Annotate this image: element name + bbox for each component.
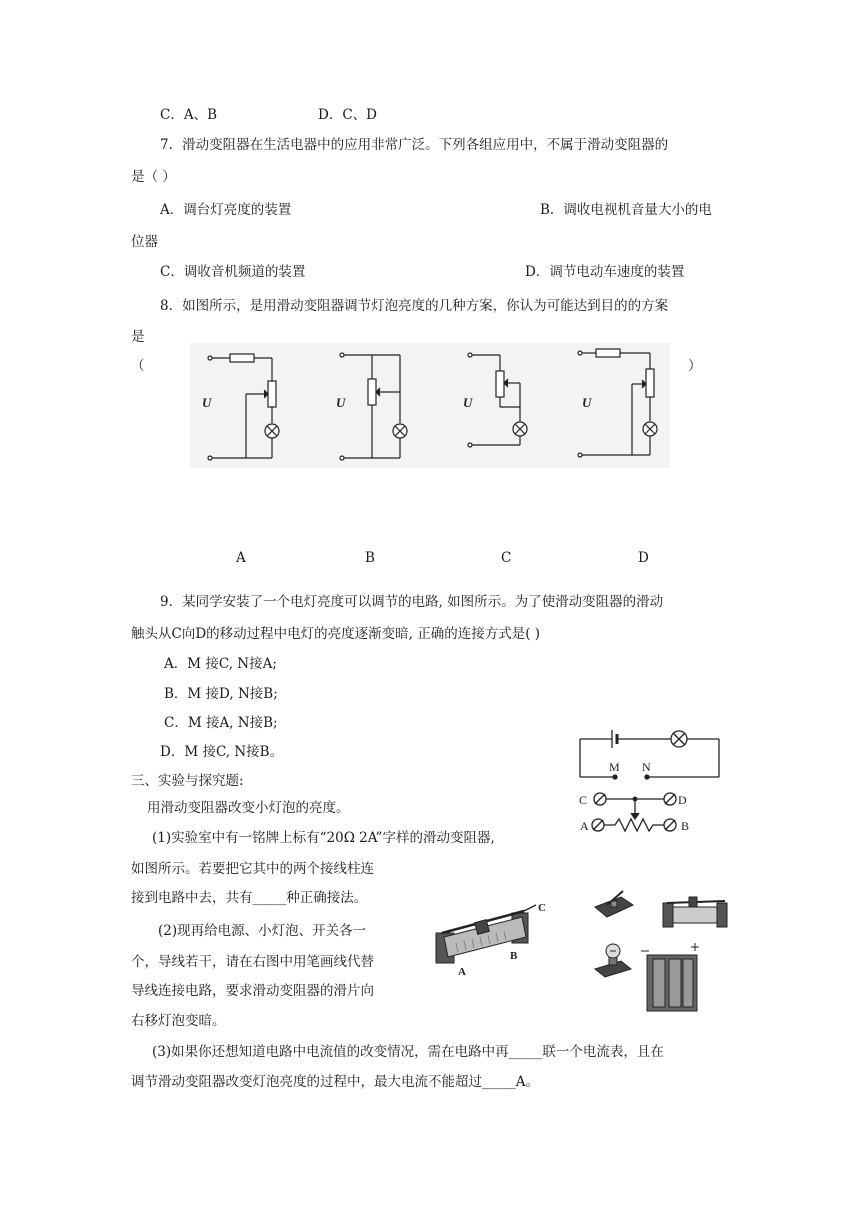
section3-p2-line3: 导线连接电路，要求滑动变阻器的滑片向 [131, 983, 374, 999]
q9-stem-line1: 9．某同学安装了一个电灯亮度可以调节的电路, 如图所示。为了使滑动变阻器的滑动 [160, 594, 664, 610]
q9-option-a: A．M 接C, N接A; [164, 656, 277, 672]
rheostat-label-c: C [538, 902, 546, 914]
q7-option-b-line1: B．调收电视机音量大小的电 [540, 202, 712, 218]
q7-stem-line2: 是（ ） [131, 169, 176, 185]
circuit-a-source-label: U [202, 395, 212, 410]
section3-p3-line1: (3)如果你还想知道电路中电流值的改变情况，需在电路中再_____联一个电流表，且在 [152, 1044, 664, 1060]
q9-option-c: C．M 接A, N接B; [164, 715, 278, 731]
section3-p3-line2: 调节滑动变阻器改变灯泡亮度的过程中，最大电流不能超过_____A。 [131, 1074, 539, 1090]
q8-stem-line2: 是 [131, 329, 145, 345]
circuit-d-source-label: U [582, 395, 592, 410]
q6-option-c: C．A、B [160, 107, 217, 123]
rheostat-label-a: A [458, 966, 466, 978]
bulb-component [595, 944, 631, 977]
q9-label-m: M [609, 760, 620, 774]
components-illustration [585, 885, 735, 1015]
section3-p1-line2: 如图所示。若要把它其中的两个接线柱连 [131, 861, 374, 877]
q9-label-d: D [678, 793, 687, 807]
q7-option-c: C．调收音机频道的装置 [160, 264, 306, 280]
circuit-b-source-label: U [336, 395, 346, 410]
q9-label-n: N [642, 760, 651, 774]
q8-paren-open: （ [131, 358, 145, 374]
q9-option-d: D．M 接C, N接B。 [160, 744, 284, 760]
q7-option-b-line2: 位器 [131, 234, 158, 250]
q9-label-c: C [579, 793, 588, 807]
q8-circuit-diagrams [190, 343, 670, 468]
q6-option-d: D．C、D [318, 107, 377, 123]
q8-label-d: D [638, 550, 649, 566]
section3-p1-line1: (1)实验室中有一铭牌上标有“20Ω 2A”字样的滑动变阻器, [152, 830, 495, 846]
q8-stem-line1: 8．如图所示，是用滑动变阻器调节灯泡亮度的几种方案，你认为可能达到目的的方案 [160, 298, 669, 314]
q9-label-b: B [681, 819, 690, 833]
q9-label-a: A [580, 819, 589, 833]
q8-label-a: A [236, 550, 246, 566]
q8-label-b: B [365, 550, 375, 566]
section3-p2-line2: 个，导线若干，请在右图中用笔画线代替 [131, 954, 374, 970]
section3-p1-line3: 接到电路中去，共有_____种正确接法。 [131, 890, 368, 906]
q7-stem-line1: 7．滑动变阻器在生活电器中的应用非常广泛。下列各组应用中，不属于滑动变阻器的 [160, 137, 669, 153]
q9-stem-line2: 触头从C向D的移动过程中电灯的亮度逐渐变暗, 正确的连接方式是( ) [131, 626, 541, 642]
circuit-c-source-label: U [463, 395, 473, 410]
section3-p2-line4: 右移灯泡变暗。 [131, 1013, 226, 1029]
section3-heading: 三、实验与探究题: [131, 773, 244, 789]
q7-option-a: A．调台灯亮度的装置 [160, 202, 292, 218]
q9-circuit-diagram [575, 725, 725, 840]
battery-component [641, 943, 699, 1011]
mini-rheostat-component [663, 897, 727, 927]
q9-option-b: B．M 接D, N接B; [164, 686, 278, 702]
q8-label-c: C [501, 550, 512, 566]
rheostat-illustration [428, 895, 558, 980]
q7-option-d: D．调节电动车速度的装置 [525, 264, 685, 280]
rheostat-label-b: B [510, 950, 518, 962]
section3-p2-line1: (2)现再给电源、小灯泡、开关各一 [158, 923, 367, 939]
switch-component [595, 891, 633, 917]
section3-intro: 用滑动变阻器改变小灯泡的亮度。 [147, 800, 350, 816]
q8-paren-close: ） [688, 358, 702, 374]
